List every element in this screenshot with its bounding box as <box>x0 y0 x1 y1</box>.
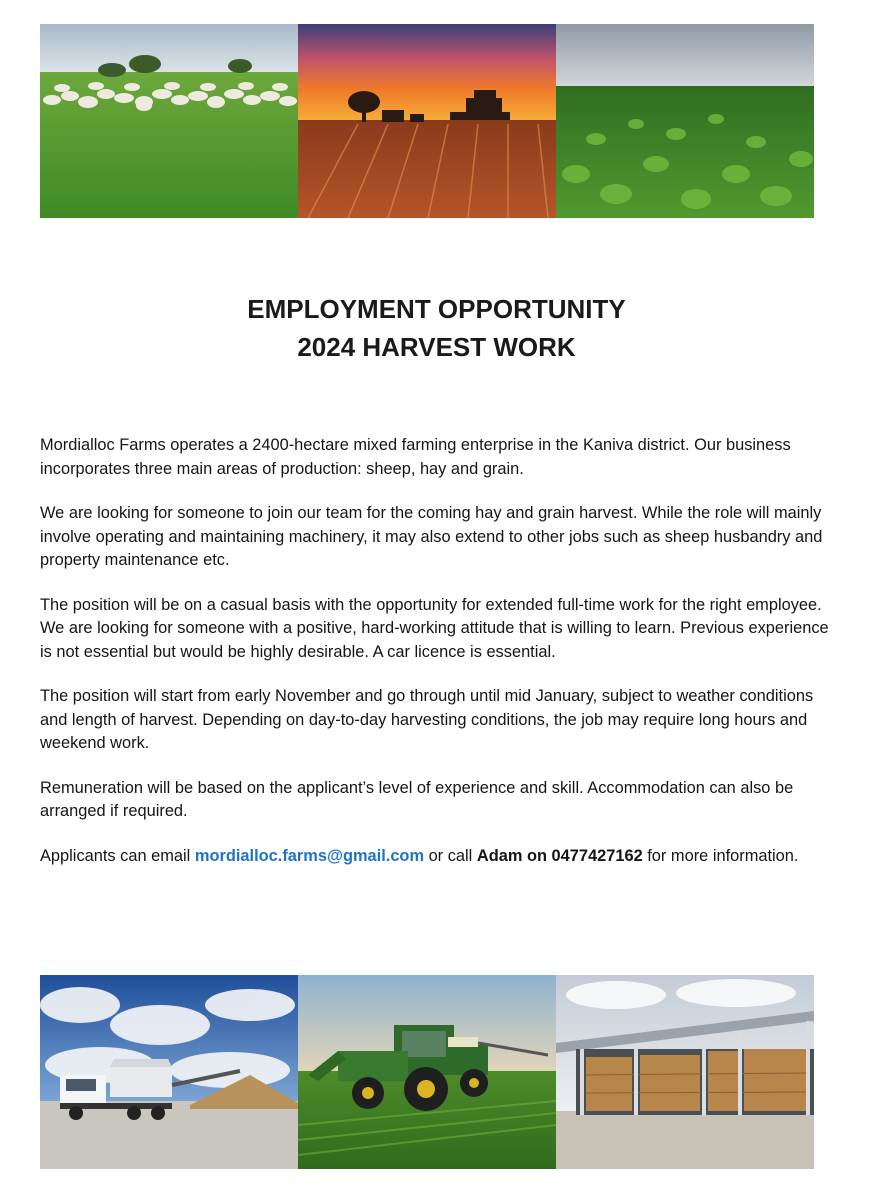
email-link[interactable]: mordialloc.farms@gmail.com <box>194 846 425 865</box>
contact-prefix: Applicants can email <box>40 846 195 865</box>
bottom-photo-strip <box>40 975 814 1169</box>
paragraph-role: We are looking for someone to join our team for the coming hay and grain harvest. While the role will mainly involve operating and maintaining machinery, it may also extend to other jobs such as sheep husbandry and property maintenance etc. <box>40 504 823 569</box>
paragraph-remuneration: Remuneration will be based on the applicant’s level of experience and skill. Accommodation can also be arranged if required. <box>40 778 794 820</box>
paragraph-intro: Mordialloc Farms operates a 2400-hectare mixed farming enterprise in the Kaniva district. Our business incorporates three main areas of production: sheep, hay and grain. <box>40 436 791 478</box>
sheep-pasture-photo <box>40 24 298 218</box>
hay-shed-photo <box>556 975 814 1169</box>
contact-suffix: for more information. <box>642 846 799 865</box>
body-text <box>40 434 840 889</box>
green-tractor-photo <box>298 975 556 1169</box>
paragraph-contact <box>40 845 840 869</box>
green-crop-photo <box>556 24 814 218</box>
paragraph-position: The position will be on a casual basis with the opportunity for extended full-time work for the right employee. We are looking for someone with a positive, hard-working attitude that is willing to learn. Previous experience is not essential but would be highly desirable. A car licence is essential. <box>40 595 829 661</box>
phone-contact: Adam on 0477427162 <box>476 846 643 865</box>
harvester-sunset-photo <box>298 24 556 218</box>
top-photo-strip <box>40 24 814 218</box>
contact-middle: or call <box>424 846 477 865</box>
page-title <box>0 290 873 366</box>
grain-truck-photo <box>40 975 298 1169</box>
title-line-harvest: 2024 HARVEST WORK <box>297 332 576 362</box>
paragraph-dates: The position will start from early November and go through until mid January, subject to weather conditions and length of harvest. Depending on day-to-day harvesting conditions, the job may require long hours and weekend work. <box>40 687 814 752</box>
title-line-employment: EMPLOYMENT OPPORTUNITY <box>247 294 626 324</box>
